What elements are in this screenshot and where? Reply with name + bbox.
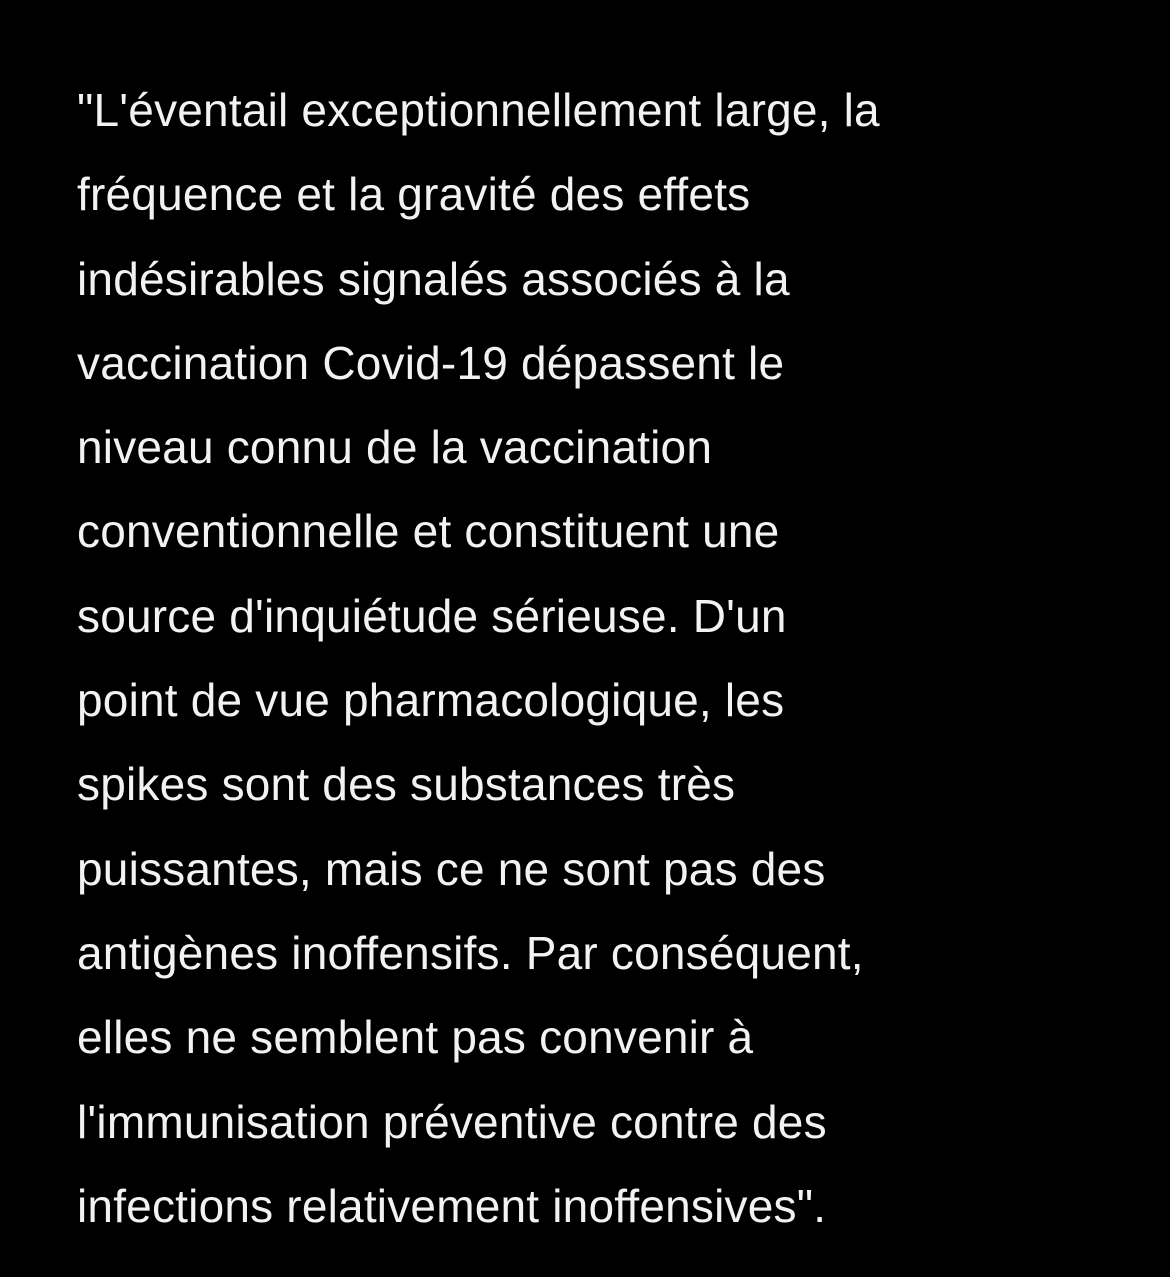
quote-line: source d'inquiétude sérieuse. D'un: [77, 589, 787, 642]
quote-line: puissantes, mais ce ne sont pas des: [77, 842, 826, 895]
quote-line: fréquence et la gravité des effets: [77, 168, 751, 221]
quote-line: elles ne semblent pas convenir à: [77, 1011, 754, 1064]
quote-text-block: [77, 68, 1147, 1248]
quote-line: vaccination Covid-19 dépassent le: [77, 336, 785, 389]
quote-line: infections relativement inoffensives".: [77, 1179, 827, 1232]
quote-line: l'immunisation préventive contre des: [77, 1095, 827, 1148]
quote-line: "L'éventail exceptionnellement large, la: [77, 84, 880, 136]
quote-line: point de vue pharmacologique, les: [77, 674, 785, 727]
quote-line: antigènes inoffensifs. Par conséquent,: [77, 926, 864, 979]
quote-line: conventionnelle et constituent une: [77, 505, 780, 558]
quote-line: niveau connu de la vaccination: [77, 421, 713, 474]
quote-line: indésirables signalés associés à la: [77, 252, 790, 305]
quote-line: spikes sont des substances très: [77, 758, 736, 811]
